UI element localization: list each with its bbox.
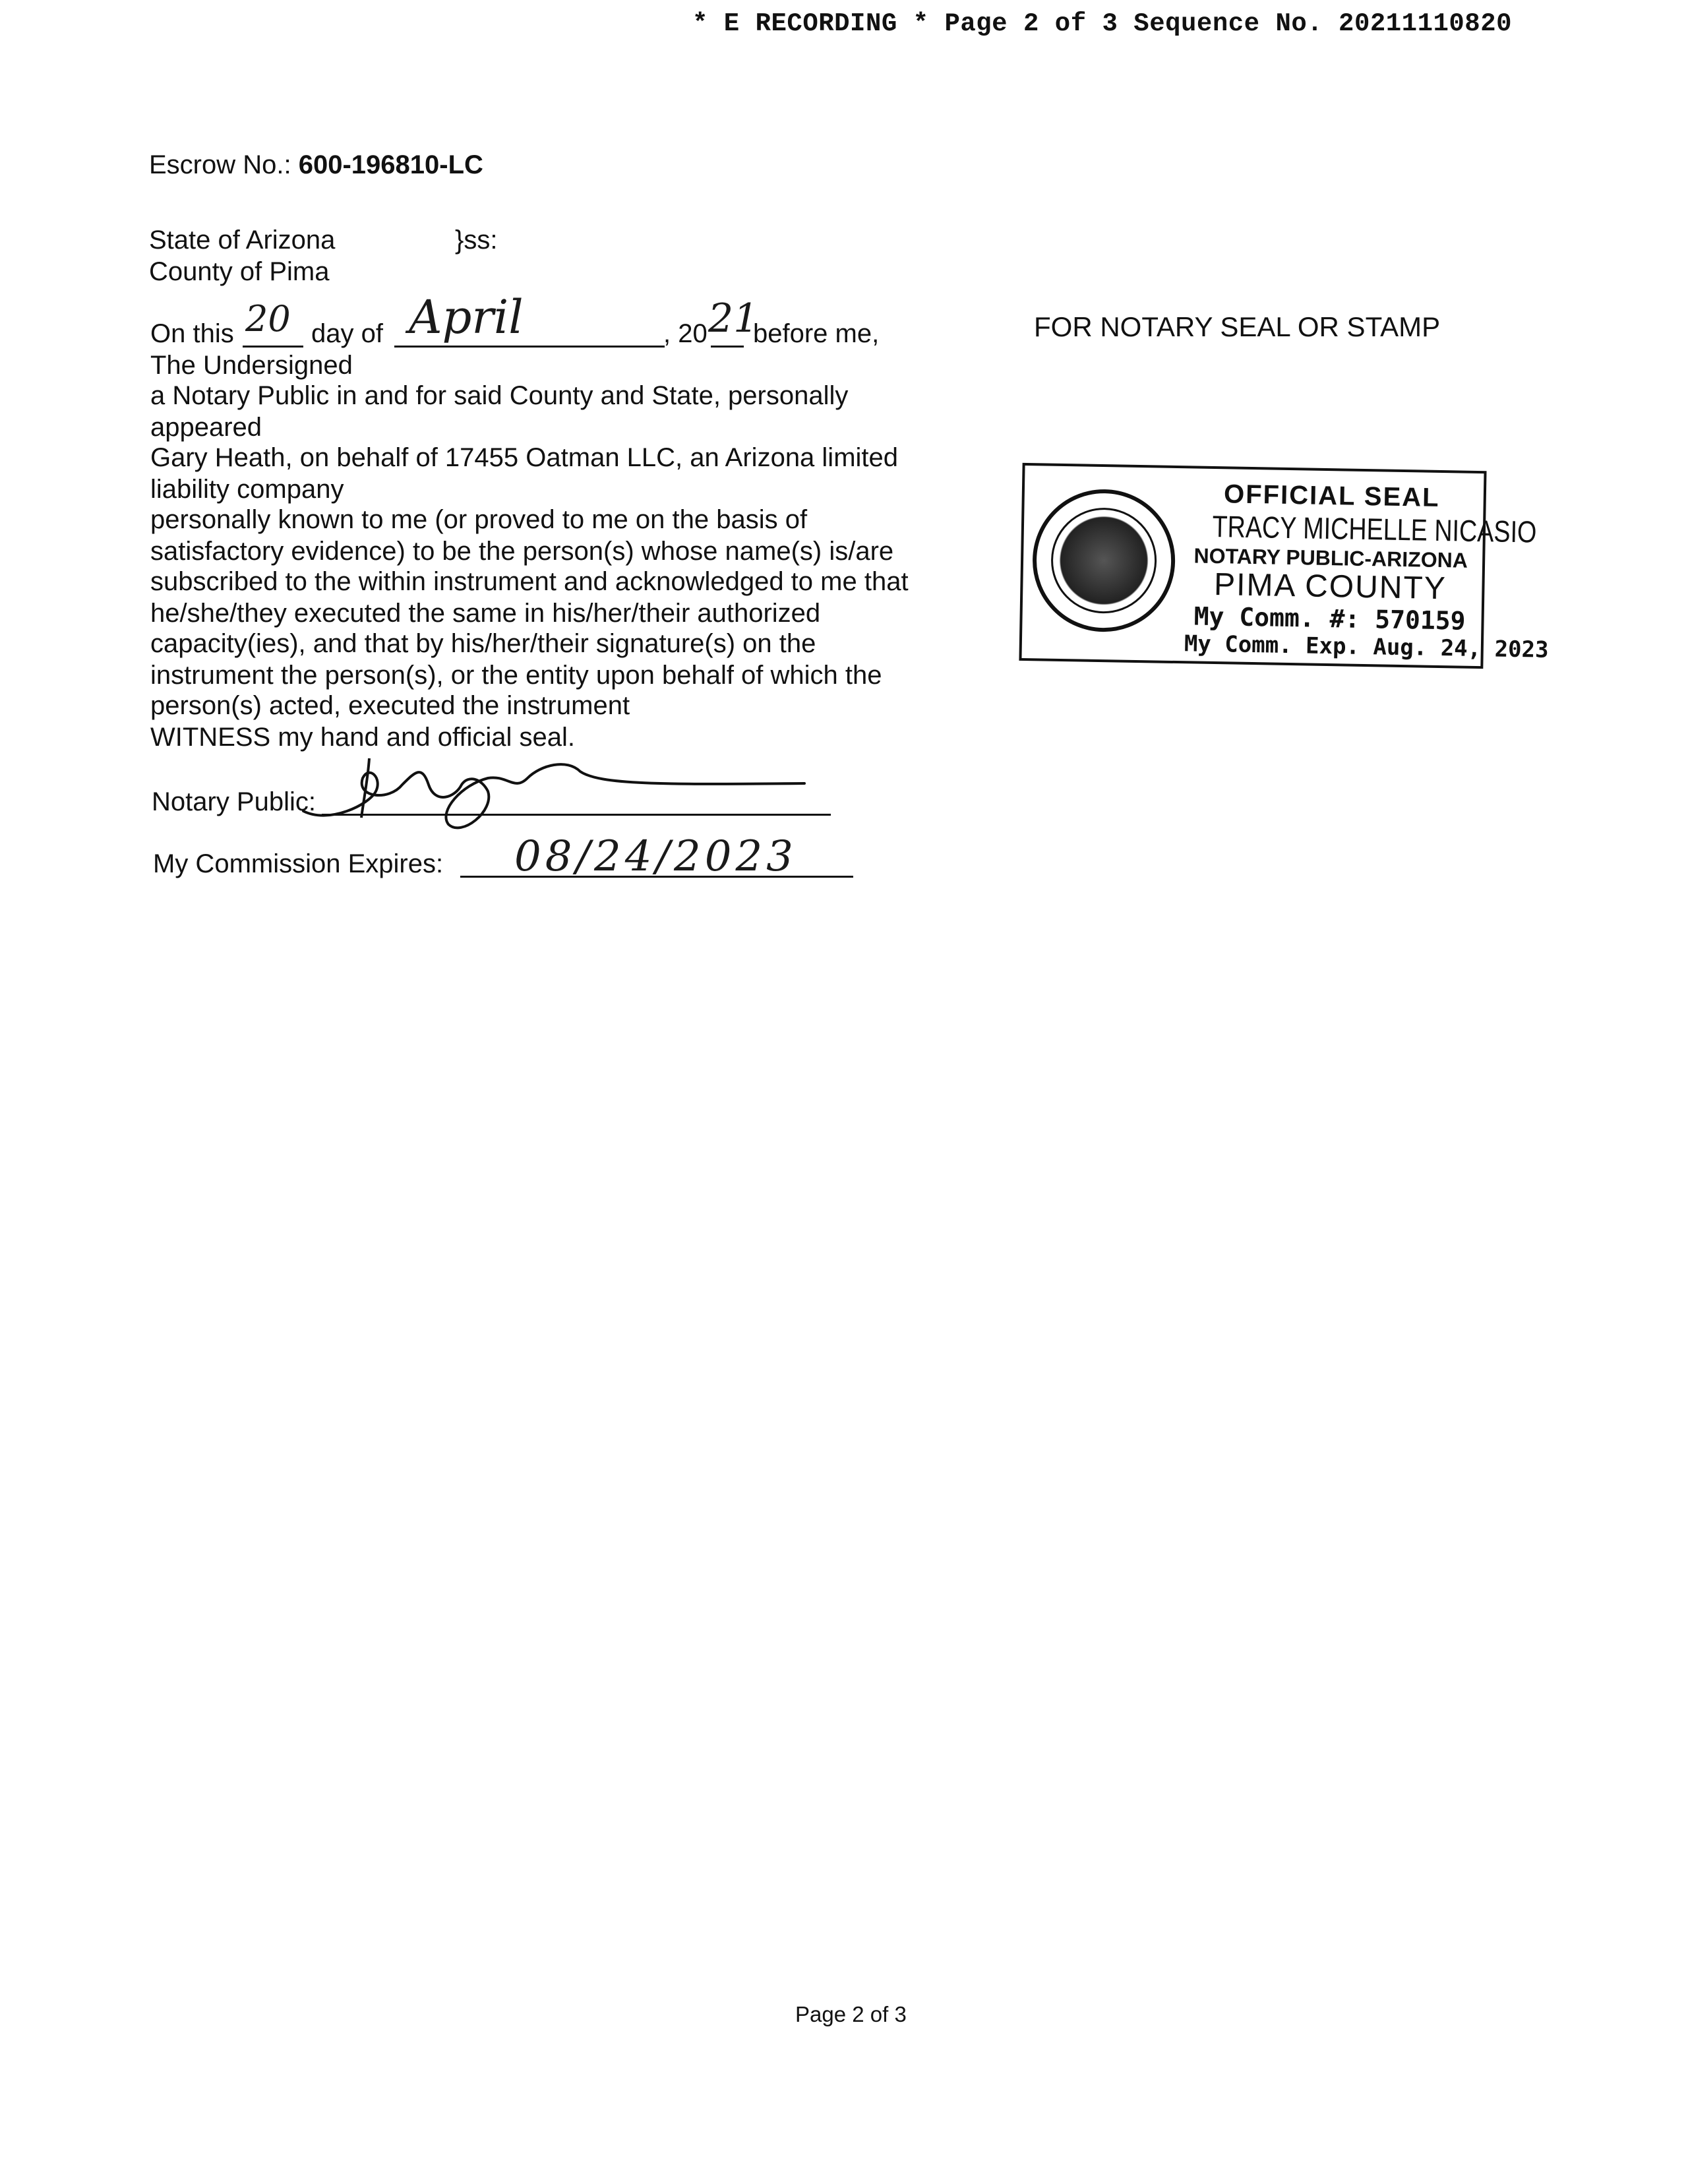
venue-ss: }ss: xyxy=(455,226,498,255)
year-handwritten: 21 xyxy=(708,295,759,342)
seal-center-icon xyxy=(1050,507,1158,615)
page-footer: Page 2 of 3 xyxy=(795,2002,907,2026)
ack-line-10: he/she/they executed the same in his/her/their authorized xyxy=(150,599,821,628)
ack-line-9: subscribed to the within instrument and acknowledged to me that xyxy=(150,567,909,596)
ack-line-13: person(s) acted, executed the instrument xyxy=(150,691,630,720)
ack-line-7: personally known to me (or proved to me on the basis of xyxy=(150,505,808,534)
ack-line-2: The Undersigned xyxy=(150,351,353,380)
venue-county: County of Pima xyxy=(149,257,330,286)
notary-public-label: Notary Public: xyxy=(152,787,316,816)
seal-role: NOTARY PUBLIC-ARIZONA xyxy=(1193,543,1468,572)
ack-line-3: a Notary Public in and for said County and State, personally xyxy=(150,381,849,410)
ack-line-11: capacity(ies), and that by his/her/their signature(s) on the xyxy=(150,629,816,658)
recording-header: * E RECORDING * Page 2 of 3 Sequence No. 20211110820 xyxy=(692,9,1512,38)
on-this-label: On this xyxy=(150,319,234,348)
notary-stamp-label: FOR NOTARY SEAL OR STAMP xyxy=(1034,311,1441,342)
escrow-line xyxy=(149,149,483,181)
day-handwritten: 20 xyxy=(245,298,291,340)
ack-line-8: satisfactory evidence) to be the person(s) whose name(s) is/are xyxy=(150,537,894,566)
day-of-label: day of xyxy=(311,319,383,348)
seal-notary-name: TRACY MICHELLE NICASIO xyxy=(1212,508,1537,549)
ack-line-12: instrument the person(s), or the entity upon behalf of which the xyxy=(150,661,882,690)
month-handwritten: April xyxy=(409,290,524,344)
ack-line-5: Gary Heath, on behalf of 17455 Oatman LLC, an Arizona limited xyxy=(150,443,899,472)
seal-title: OFFICIAL SEAL xyxy=(1223,479,1440,512)
before-me-label: before me, xyxy=(753,319,880,348)
commission-expires-handwritten: 08/24/2023 xyxy=(514,832,797,881)
seal-commission-number: My Comm. #: 570159 xyxy=(1193,601,1466,636)
seal-county: PIMA COUNTY xyxy=(1213,567,1447,607)
ack-line-4: appeared xyxy=(150,413,262,442)
escrow-number: 600-196810-LC xyxy=(298,150,483,179)
notary-signature xyxy=(290,739,818,844)
ack-line-14: WITNESS my hand and official seal. xyxy=(150,723,575,752)
commission-expires-label: My Commission Expires: xyxy=(153,849,444,878)
seal-commission-expiry: My Comm. Exp. Aug. 24, 2023 xyxy=(1184,630,1549,663)
escrow-label: Escrow No.: xyxy=(149,150,291,179)
notary-seal-stamp xyxy=(1019,463,1549,667)
ack-line-6: liability company xyxy=(150,475,344,504)
comma-20-label: , 20 xyxy=(663,319,708,348)
venue-state: State of Arizona xyxy=(149,226,336,255)
